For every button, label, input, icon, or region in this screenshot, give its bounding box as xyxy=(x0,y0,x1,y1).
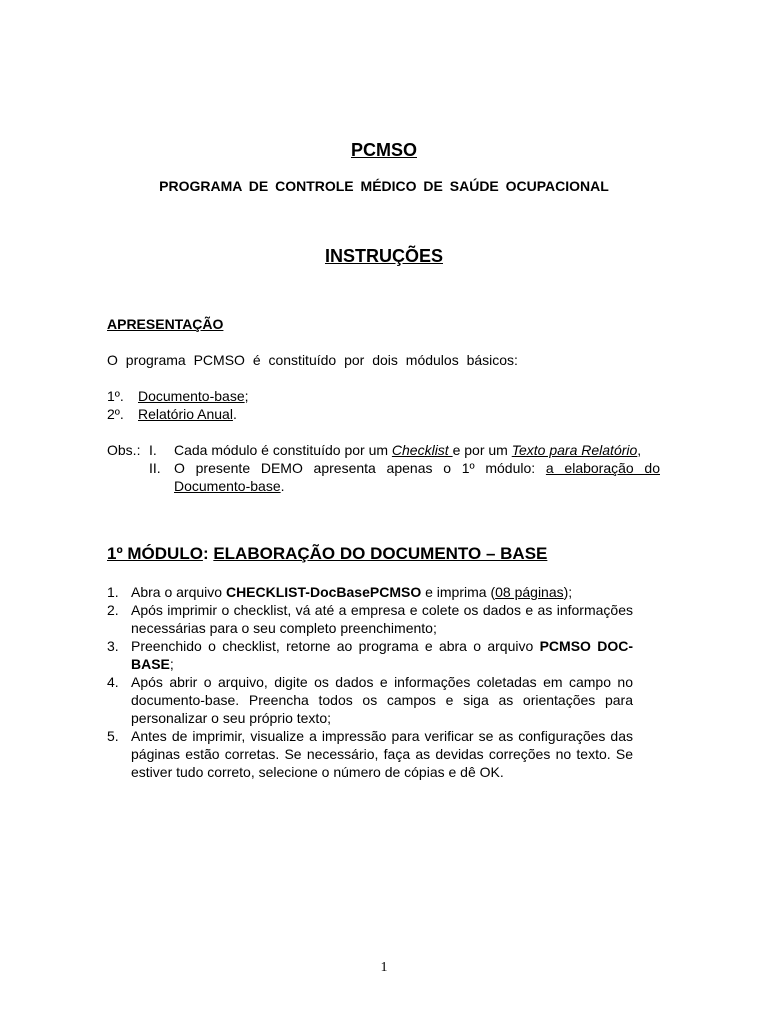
step-text xyxy=(131,637,633,673)
step-item-4 xyxy=(107,673,633,727)
obs-number: II. xyxy=(149,460,161,476)
page-count: 08 páginas xyxy=(495,584,564,600)
page-number: 1 xyxy=(380,960,388,975)
apresentacao-heading: APRESENTAÇÃO xyxy=(107,316,224,332)
step-item-1 xyxy=(107,583,633,601)
obs-item-1 xyxy=(107,441,660,459)
step-text: Após abrir o arquivo, digite os dados e informações coletadas em campo no documento-base. Preencha todos os campos e siga as orientações para personalizar o seu próprio texto; xyxy=(131,674,633,726)
step-number: 4. xyxy=(107,674,119,690)
step-number: 5. xyxy=(107,728,119,744)
module-heading xyxy=(107,544,547,564)
checklist-term: Checklist xyxy=(391,442,453,458)
obs-number: I. xyxy=(149,442,157,458)
step-text: Antes de imprimir, visualize a impressão para verificar se as configurações das páginas estão corretas. Se necessário, faça as devidas correções no texto. Se estiver tudo correto, selecione o número de cópias e dê OK. xyxy=(131,728,633,780)
step-item-3 xyxy=(107,637,633,673)
apresentacao-section xyxy=(107,315,660,495)
step-number: 2. xyxy=(107,602,119,618)
apresentacao-intro: O programa PCMSO é constituído por dois módulos básicos: xyxy=(107,352,518,368)
step-text-part: ); xyxy=(563,584,573,600)
steps-list xyxy=(107,583,633,781)
elaboracao-term: a elaboração do Documento-base xyxy=(174,460,660,494)
obs-text-part: e por um xyxy=(452,442,512,458)
obs-text-part: . xyxy=(280,478,285,494)
module-item-number: 2º. xyxy=(107,406,124,422)
step-text-part: e imprima ( xyxy=(421,584,496,600)
module-heading-number: 1º MÓDULO xyxy=(107,544,203,563)
checklist-filename: CHECKLIST-DocBasePCMSO xyxy=(225,584,422,600)
module-item-punct: ; xyxy=(244,388,249,404)
module-item-label: Relatório Anual xyxy=(138,406,233,422)
obs-label: Obs.: xyxy=(107,442,141,458)
obs-label-spacer xyxy=(107,459,149,495)
module-item-1 xyxy=(107,387,660,405)
docbase-filename: PCMSO DOC-BASE xyxy=(131,638,633,672)
step-text-part: ; xyxy=(169,656,174,672)
step-text xyxy=(131,583,633,601)
obs-text-part: , xyxy=(637,442,642,458)
document-subtitle: PROGRAMA DE CONTROLE MÉDICO DE SAÚDE OCUPACIONAL xyxy=(159,178,609,194)
document-title: PCMSO xyxy=(350,140,417,160)
module-item-2 xyxy=(107,405,660,423)
obs-text xyxy=(174,441,660,459)
obs-text-part: O presente DEMO apresenta apenas o 1º módulo: xyxy=(174,460,546,476)
step-number: 1. xyxy=(107,584,119,600)
module-item-number: 1º. xyxy=(107,388,124,404)
obs-item-2 xyxy=(107,459,660,495)
instructions-heading: INSTRUÇÕES xyxy=(324,246,443,266)
module-heading-title: ELABORAÇÃO DO DOCUMENTO – BASE xyxy=(213,544,548,563)
texto-relatorio-term: Texto para Relatório xyxy=(511,442,638,458)
obs-text xyxy=(174,459,660,495)
step-item-2 xyxy=(107,601,633,637)
step-text-part: Abra o arquivo xyxy=(131,584,226,600)
module-heading-sep: : xyxy=(202,544,214,563)
step-text-part: Preenchido o checklist, retorne ao programa e abra o arquivo xyxy=(131,638,540,654)
step-item-5 xyxy=(107,727,633,781)
module-item-punct: . xyxy=(232,406,237,422)
obs-text-part: Cada módulo é constituído por um xyxy=(174,442,392,458)
module-item-label: Documento-base xyxy=(138,388,245,404)
step-text: Após imprimir o checklist, vá até a empresa e colete os dados e as informações necessárias para o seu completo preenchimento; xyxy=(131,602,633,636)
step-number: 3. xyxy=(107,638,119,654)
